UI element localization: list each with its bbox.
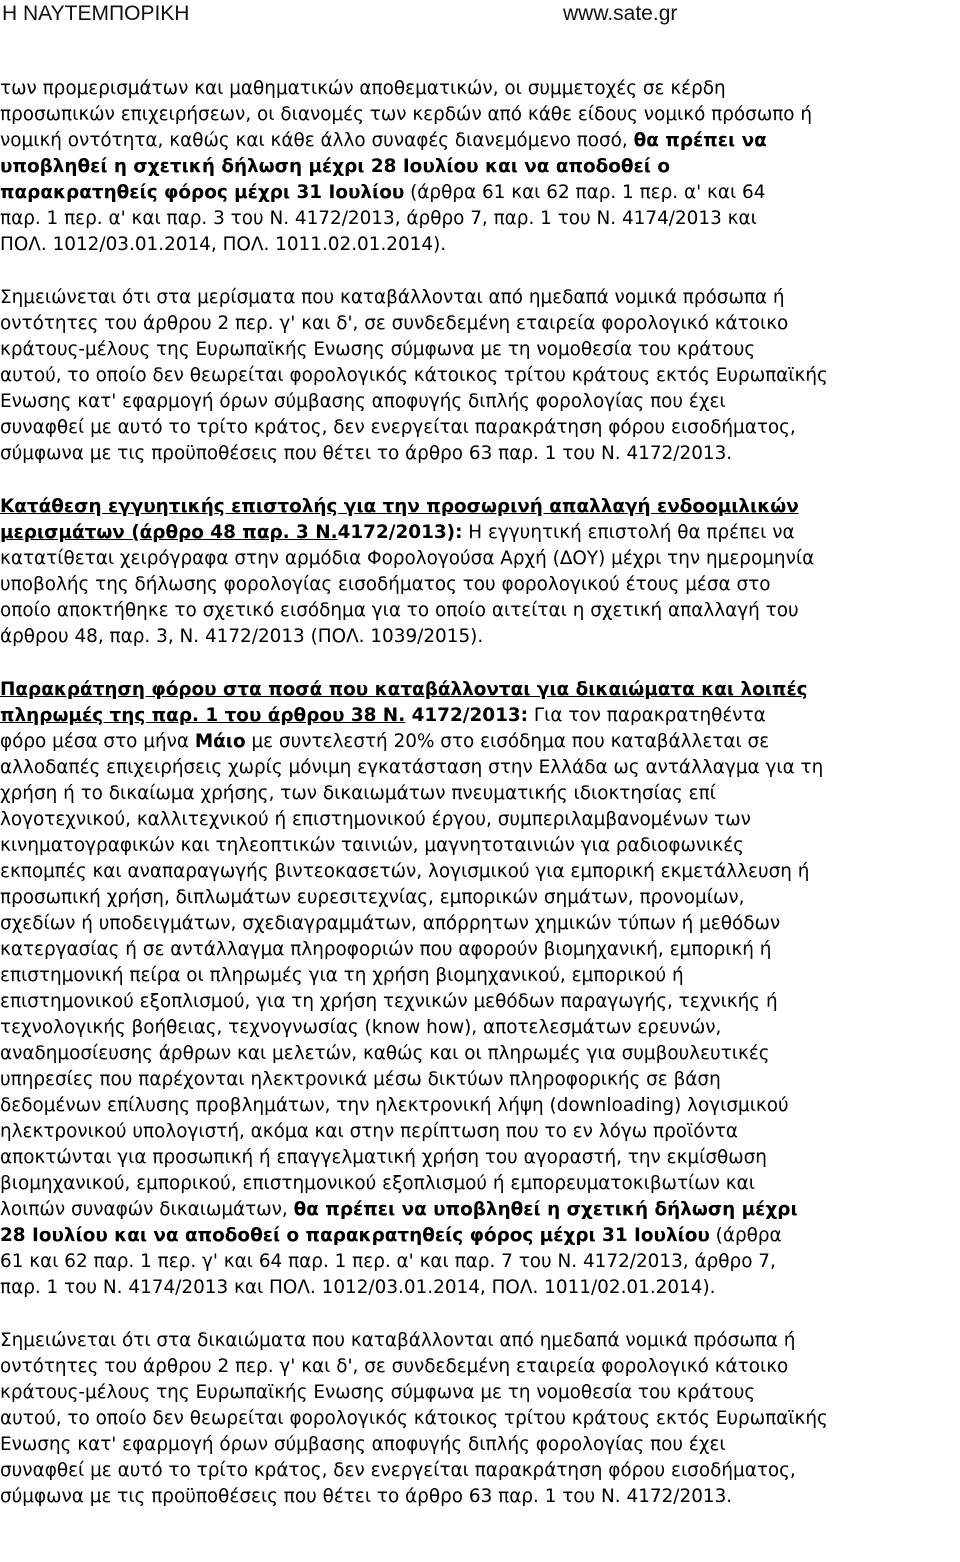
text-run: συναφθεί με αυτό το τρίτο κράτος, δεν ενεργείται παρακράτηση φόρου εισοδήματος, bbox=[0, 417, 796, 438]
text-line bbox=[0, 363, 960, 389]
document-body bbox=[0, 76, 960, 1510]
text-line bbox=[0, 755, 960, 781]
text-line bbox=[0, 859, 960, 885]
text-run: 28 Ιουλίου και να αποδοθεί ο παρακρατηθείς φόρος μέχρι 31 Ιουλίου bbox=[0, 1225, 710, 1246]
text-run: ΠΟΛ. 1012/03.01.2014, ΠΟΛ. 1011.02.01.2014). bbox=[0, 234, 447, 255]
paragraph-gap bbox=[0, 650, 960, 677]
text-run: φόρο μέσα στο μήνα bbox=[0, 731, 195, 752]
text-run: 61 και 62 παρ. 1 περ. γ' και 64 παρ. 1 περ. α' και παρ. 7 του Ν. 4172/2013, άρθρο 7, bbox=[0, 1251, 776, 1272]
text-line bbox=[0, 1093, 960, 1119]
text-run: εκπομπές και αναπαραγωγής βιντεοκασετών, λογισμικού για εμπορική εκμετάλλευση ή bbox=[0, 861, 810, 882]
text-line bbox=[0, 154, 960, 180]
text-line bbox=[0, 337, 960, 363]
text-line bbox=[0, 1197, 960, 1223]
text-line bbox=[0, 677, 960, 703]
text-line bbox=[0, 781, 960, 807]
text-run: Σημειώνεται ότι στα μερίσματα που καταβάλλονται από ημεδαπά νομικά πρόσωπα ή bbox=[0, 287, 785, 308]
text-line bbox=[0, 572, 960, 598]
text-run: των προμερισμάτων και μαθηματικών αποθεματικών, οι συμμετοχές σε κέρδη bbox=[0, 78, 726, 99]
text-run: μερισμάτων (άρθρο 48 παρ. 3 Ν. bbox=[0, 522, 338, 543]
text-line bbox=[0, 729, 960, 755]
text-run: Παρακράτηση φόρου στα ποσά που καταβάλλονται για δικαιώματα και λοιπές bbox=[0, 679, 808, 700]
text-run: κατατίθεται χειρόγραφα στην αρμόδια Φορολογούσα Αρχή (ΔΟΥ) μέχρι την ημερομηνία bbox=[0, 548, 815, 569]
text-line bbox=[0, 1119, 960, 1145]
text-run: Κατάθεση εγγυητικής επιστολής για την προσωρινή απαλλαγή ενδοομιλικών bbox=[0, 496, 799, 517]
text-line bbox=[0, 1067, 960, 1093]
text-line bbox=[0, 311, 960, 337]
text-run: 4172/2013: bbox=[405, 705, 529, 726]
text-run: αλλοδαπές επιχειρήσεις χωρίς μόνιμη εγκατάσταση στην Ελλάδα ως αντάλλαγμα για τη bbox=[0, 757, 824, 778]
text-run: 4172/2013): bbox=[337, 522, 463, 543]
text-run: παρ. 1 περ. α' και παρ. 3 του Ν. 4172/2013, άρθρο 7, παρ. 1 του Ν. 4174/2013 και bbox=[0, 208, 757, 229]
text-run: τεχνολογικής βοήθειας, τεχνογνωσίας (know how), αποτελεσμάτων ερευνών, bbox=[0, 1017, 722, 1038]
text-run: σύμφωνα με τις προϋποθέσεις που θέτει το άρθρο 63 παρ. 1 του Ν. 4172/2013. bbox=[0, 443, 733, 464]
text-run: βιομηχανικού, εμπορικού, επιστημονικού εξοπλισμού ή εμπορευματοκιβωτίων και bbox=[0, 1173, 755, 1194]
text-line bbox=[0, 937, 960, 963]
text-run: ηλεκτρονικού υπολογιστή, ακόμα και στην περίπτωση που το εν λόγω προϊόντα bbox=[0, 1121, 738, 1142]
text-run: άρθρου 48, παρ. 3, Ν. 4172/2013 (ΠΟΛ. 1039/2015). bbox=[0, 626, 484, 647]
text-line bbox=[0, 833, 960, 859]
text-line bbox=[0, 180, 960, 206]
text-run: λοιπών συναφών δικαιωμάτων, bbox=[0, 1199, 294, 1220]
text-run: Η εγγυητική επιστολή θα πρέπει να bbox=[462, 522, 795, 543]
text-run: παρακρατηθείς φόρος μέχρι 31 Ιουλίου bbox=[0, 182, 405, 203]
text-run: νομική οντότητα, καθώς και κάθε άλλο συναφές διανεμόμενο ποσό, bbox=[0, 130, 634, 151]
website-url: www.sate.gr bbox=[563, 2, 678, 25]
text-line bbox=[0, 546, 960, 572]
text-line bbox=[0, 1223, 960, 1249]
text-line bbox=[0, 1406, 960, 1432]
text-line bbox=[0, 520, 960, 546]
paragraph-gap bbox=[0, 258, 960, 285]
text-line bbox=[0, 1432, 960, 1458]
text-run: θα πρέπει να υποβληθεί η σχετική δήλωση μέχρι bbox=[293, 1199, 798, 1220]
text-run: σύμφωνα με τις προϋποθέσεις που θέτει το άρθρο 63 παρ. 1 του Ν. 4172/2013. bbox=[0, 1486, 733, 1507]
text-run: προσωπικών επιχειρήσεων, οι διανομές των κερδών από κάθε είδους νομικό πρόσωπο ή bbox=[0, 104, 813, 125]
text-run: θα πρέπει να bbox=[633, 130, 767, 151]
text-run: με συντελεστή 20% στο εισόδημα που καταβάλλεται σε bbox=[245, 731, 770, 752]
text-run: παρ. 1 του Ν. 4174/2013 και ΠΟΛ. 1012/03.01.2014, ΠΟΛ. 1011/02.01.2014). bbox=[0, 1277, 716, 1298]
text-line bbox=[0, 76, 960, 102]
text-run: Για τον παρακρατηθέντα bbox=[528, 705, 766, 726]
text-run: δεδομένων επίλυσης προβλημάτων, την ηλεκτρονική λήψη (downloading) λογισμικού bbox=[0, 1095, 789, 1116]
text-run: Μάιο bbox=[194, 731, 246, 752]
text-run: προσωπική χρήση, διπλωμάτων ευρεσιτεχνίας, εμπορικών σημάτων, προνομίων, bbox=[0, 887, 745, 908]
text-line bbox=[0, 128, 960, 154]
text-line bbox=[0, 963, 960, 989]
text-run: πληρωμές της παρ. 1 του άρθρου 38 Ν. bbox=[0, 705, 406, 726]
text-line bbox=[0, 285, 960, 311]
text-line bbox=[0, 807, 960, 833]
text-line bbox=[0, 989, 960, 1015]
text-run: υπηρεσίες που παρέχονται ηλεκτρονικά μέσω δικτύων πληροφορικής σε βάση bbox=[0, 1069, 721, 1090]
text-run: υποβολής της δήλωσης φορολογίας εισοδήματος του φορολογικού έτους μέσα στο bbox=[0, 574, 771, 595]
text-line bbox=[0, 415, 960, 441]
text-line bbox=[0, 232, 960, 258]
text-line bbox=[0, 1328, 960, 1354]
text-line bbox=[0, 703, 960, 729]
text-line bbox=[0, 206, 960, 232]
text-run: Ενωσης κατ' εφαρμογή όρων σύμβασης αποφυγής διπλής φορολογίας που έχει bbox=[0, 1434, 726, 1455]
text-line bbox=[0, 102, 960, 128]
text-line bbox=[0, 911, 960, 937]
text-line bbox=[0, 1041, 960, 1067]
text-line bbox=[0, 494, 960, 520]
text-line bbox=[0, 1145, 960, 1171]
text-run: (άρθρα bbox=[709, 1225, 782, 1246]
text-run: οντότητες του άρθρου 2 περ. γ' και δ', σε συνδεδεμένη εταιρεία φορολογικό κάτοικο bbox=[0, 1356, 789, 1377]
text-run: λογοτεχνικού, καλλιτεχνικού ή επιστημονικού έργου, συμπεριλαμβανομένων των bbox=[0, 809, 751, 830]
text-run: επιστημονική πείρα οι πληρωμές για τη χρήση βιομηχανικού, εμπορικού ή bbox=[0, 965, 684, 986]
text-run: αναδημοσίευσης άρθρων και μελετών, καθώς και οι πληρωμές για συμβουλευτικές bbox=[0, 1043, 770, 1064]
text-line bbox=[0, 598, 960, 624]
text-line bbox=[0, 441, 960, 467]
text-run: αποκτώνται για προσωπική ή επαγγελματική χρήση του αγοραστή, την εκμίσθωση bbox=[0, 1147, 767, 1168]
text-run: κράτους-μέλους της Ευρωπαϊκής Ενωσης σύμφωνα με τη νομοθεσία του κράτους bbox=[0, 1382, 756, 1403]
text-run: συναφθεί με αυτό το τρίτο κράτος, δεν ενεργείται παρακράτηση φόρου εισοδήματος, bbox=[0, 1460, 796, 1481]
text-line bbox=[0, 1354, 960, 1380]
text-run: αυτού, το οποίο δεν θεωρείται φορολογικός κάτοικος τρίτου κράτους εκτός Ευρωπαϊκής bbox=[0, 1408, 828, 1429]
text-run: αυτού, το οποίο δεν θεωρείται φορολογικός κάτοικος τρίτου κράτους εκτός Ευρωπαϊκής bbox=[0, 365, 828, 386]
text-line bbox=[0, 1275, 960, 1301]
text-run: (άρθρα 61 και 62 παρ. 1 περ. α' και 64 bbox=[404, 182, 766, 203]
text-run: κατεργασίας ή σε αντάλλαγμα πληροφοριών που αφορούν βιομηχανική, εμπορική ή bbox=[0, 939, 772, 960]
text-run: σχεδίων ή υποδειγμάτων, σχεδιαγραμμάτων, απόρρητων χημικών τύπων ή μεθόδων bbox=[0, 913, 781, 934]
text-line bbox=[0, 885, 960, 911]
text-line bbox=[0, 1380, 960, 1406]
text-run: Ενωσης κατ' εφαρμογή όρων σύμβασης αποφυγής διπλής φορολογίας που έχει bbox=[0, 391, 726, 412]
page-header bbox=[0, 0, 960, 32]
text-line bbox=[0, 1458, 960, 1484]
text-run: υποβληθεί η σχετική δήλωση μέχρι 28 Ιουλίου και να αποδοθεί ο bbox=[0, 156, 670, 177]
text-run: κινηματογραφικών και τηλεοπτικών ταινιών, μαγνητοταινιών για ραδιοφωνικές bbox=[0, 835, 744, 856]
publication-name: Η ΝΑΥΤΕΜΠΟΡΙΚΗ bbox=[2, 2, 190, 25]
text-run: επιστημονικού εξοπλισμού, για τη χρήση τεχνικών μεθόδων παραγωγής, τεχνικής ή bbox=[0, 991, 778, 1012]
text-line bbox=[0, 1015, 960, 1041]
text-line bbox=[0, 1171, 960, 1197]
text-run: οντότητες του άρθρου 2 περ. γ' και δ', σε συνδεδεμένη εταιρεία φορολογικό κάτοικο bbox=[0, 313, 789, 334]
text-run: οποίο αποκτήθηκε το σχετικό εισόδημα για το οποίο αιτείται η σχετική απαλλαγή του bbox=[0, 600, 799, 621]
text-line bbox=[0, 1249, 960, 1275]
text-run: χρήση ή το δικαίωμα χρήσης, των δικαιωμάτων πνευματικής ιδιοκτησίας επί bbox=[0, 783, 716, 804]
text-run: κράτους-μέλους της Ευρωπαϊκής Ενωσης σύμφωνα με τη νομοθεσία του κράτους bbox=[0, 339, 756, 360]
text-line bbox=[0, 389, 960, 415]
text-line bbox=[0, 1484, 960, 1510]
text-line bbox=[0, 624, 960, 650]
paragraph-gap bbox=[0, 1301, 960, 1328]
paragraph-gap bbox=[0, 467, 960, 494]
text-run: Σημειώνεται ότι στα δικαιώματα που καταβάλλονται από ημεδαπά νομικά πρόσωπα ή bbox=[0, 1330, 796, 1351]
